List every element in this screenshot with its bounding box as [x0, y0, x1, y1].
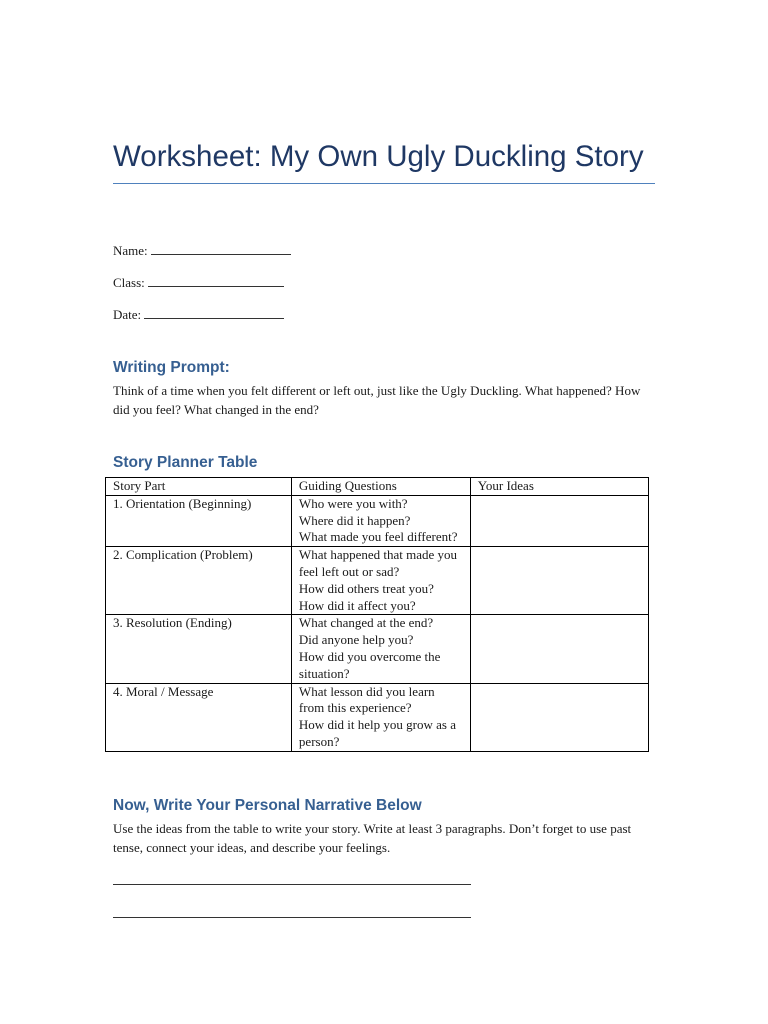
date-label: Date: — [113, 307, 142, 322]
writing-line[interactable] — [113, 884, 471, 885]
story-planner-table — [105, 477, 649, 752]
class-blank-line — [148, 275, 284, 287]
question: What made you feel different? — [298, 529, 458, 545]
story-part-cell: 2. Complication (Problem) — [106, 547, 292, 615]
header-your-ideas: Your Ideas — [470, 478, 648, 496]
question: What changed at the end? — [298, 615, 434, 631]
table-row — [106, 683, 649, 751]
question: How did it affect you? — [298, 597, 416, 613]
story-part-cell: 1. Orientation (Beginning) — [106, 495, 292, 546]
table-header-row — [106, 478, 649, 496]
question: How did others treat you? — [298, 580, 434, 596]
table-row — [106, 495, 649, 546]
narrative-heading: Now, Write Your Personal Narrative Below — [113, 797, 422, 814]
page-title: Worksheet: My Own Ugly Duckling Story — [113, 137, 655, 184]
story-part-cell: 4. Moral / Message — [106, 683, 292, 751]
your-ideas-cell[interactable] — [470, 615, 648, 683]
writing-prompt-heading: Writing Prompt: — [113, 359, 230, 376]
guiding-questions-cell — [291, 495, 470, 546]
question: Who were you with? — [298, 495, 408, 511]
guiding-questions-cell — [291, 683, 470, 751]
story-planner-heading: Story Planner Table — [113, 454, 258, 471]
question: What lesson did you learn from this experience? — [298, 683, 435, 716]
your-ideas-cell[interactable] — [470, 547, 648, 615]
table-row — [106, 547, 649, 615]
your-ideas-cell[interactable] — [470, 495, 648, 546]
date-field[interactable] — [113, 307, 284, 323]
your-ideas-cell[interactable] — [470, 683, 648, 751]
question: How did it help you grow as a person? — [298, 717, 456, 749]
story-part-cell: 3. Resolution (Ending) — [106, 615, 292, 683]
guiding-questions-cell — [291, 615, 470, 683]
table-row — [106, 615, 649, 683]
header-guiding-questions: Guiding Questions — [291, 478, 470, 496]
name-blank-line — [151, 243, 291, 255]
question: Where did it happen? — [298, 512, 411, 528]
class-field[interactable] — [113, 275, 284, 291]
question: How did you overcome the situation? — [298, 648, 441, 681]
question: What happened that made you feel left out or sad? — [298, 547, 458, 579]
name-field[interactable] — [113, 243, 291, 259]
worksheet-header — [113, 137, 655, 184]
name-label: Name: — [113, 243, 148, 258]
question: Did anyone help you? — [298, 632, 414, 648]
header-story-part: Story Part — [106, 478, 292, 496]
guiding-questions-cell — [291, 547, 470, 615]
writing-line[interactable] — [113, 917, 471, 918]
writing-prompt-text: Think of a time when you felt different or left out, just like the Ugly Duckling. What happened? How did you feel? What changed in the end? — [113, 383, 641, 417]
date-blank-line — [144, 307, 284, 319]
class-label: Class: — [113, 275, 145, 290]
narrative-instructions: Use the ideas from the table to write your story. Write at least 3 paragraphs. Don’t forget to use past tense, connect your ideas, and describe your feelings. — [113, 821, 632, 855]
